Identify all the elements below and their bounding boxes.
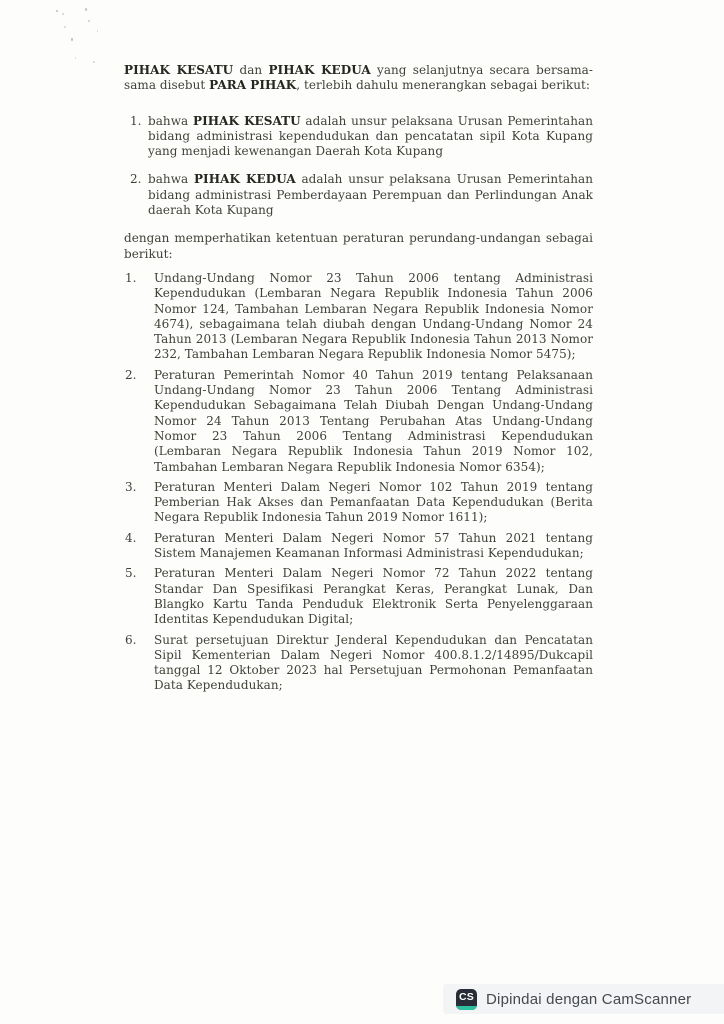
regulation-text: Surat persetujuan Direktur Jenderal Kependudukan dan Pencatatan Sipil Kementerian Dalam Negeri Nomor 400.8.1.2/14895/Dukcapil tanggal 12 Oktober 2023 hal Persetujuan Permohonan Pemanfaatan Data Kependudukan; [154,632,593,693]
regulation-text: Peraturan Menteri Dalam Negeri Nomor 102 Tahun 2019 tentang Pemberian Hak Akses dan Pemanfaatan Data Kependudukan (Berita Negara Republik Indonesia Tahun 2019 Nomor 1611); [154,479,593,525]
scan-artifact-dot [97,30,98,32]
scan-artifact-dot [75,57,76,59]
legal-basis-intro: dengan memperhatikan ketentuan peraturan perundang-undangan sebagai berikut: [124,231,593,261]
regulation-text: Peraturan Menteri Dalam Negeri Nomor 57 Tahun 2021 tentang Sistem Manajemen Keamanan Informasi Administrasi Kependudukan; [154,530,593,561]
list-number: 5. [125,566,137,581]
regulation-text: Peraturan Menteri Dalam Negeri Nomor 72 Tahun 2022 tentang Standar Dan Spesifikasi Perangkat Keras, Perangkat Lunak, Dan Blangko Kartu Tanda Penduduk Elektronik Serta Penyelenggaraan Identitas Kependudukan Digital; [154,566,593,627]
list-number: 2. [125,367,137,382]
regulation-item [124,480,593,526]
list-number: 1. [125,270,137,285]
scan-artifact-dot [85,8,87,11]
recital-item [124,172,593,218]
regulation-item [124,633,593,694]
regulation-text: Peraturan Pemerintah Nomor 40 Tahun 2019 tentang Pelaksanaan Undang-Undang Nomor 23 Tahun 2006 Tentang Administrasi Kependudukan Sebagaimana Telah Diubah Dengan Undang-Undang Nomor 24 Tahun 2013 Tentang Perubahan Atas Undang-Undang Nomor 23 Tahun 2006 Tentang Administrasi Kependudukan (Lembaran Negara Republik Indonesia Tahun 2019 Nomor 102, Tambahan Lembaran Negara Republik Indonesia Nomor 6354); [154,367,593,474]
camscanner-icon-letters: CS [459,991,474,1004]
camscanner-badge [443,984,724,1014]
regulation-item [124,271,593,363]
scan-artifact-dot [62,13,64,15]
scan-artifact-dot [56,10,58,12]
regulation-item [124,566,593,627]
regulation-text: Undang-Undang Nomor 23 Tahun 2006 tentang Administrasi Kependudukan (Lembaran Negara Republik Indonesia Tahun 2006 Nomor 124, Tambahan Lembaran Negara Republik Indonesia Nomor 4674), sebagaimana telah diubah dengan Undang-Undang Nomor 24 Tahun 2013 (Lembaran Negara Republik Indonesia Tahun 2013 Nomor 232, Tambahan Lembaran Negara Republik Indonesia Nomor 5475); [154,270,593,362]
regulation-item [124,368,593,475]
intro-paragraph: PIHAK KESATU dan PIHAK KEDUA yang selanjutnya secara bersama-sama disebut PARA PIHAK, terlebih dahulu menerangkan sebagai berikut: [124,63,593,93]
list-number: 2. [130,172,142,187]
camscanner-label: Dipindai dengan CamScanner [486,990,692,1008]
list-number: 6. [125,632,137,647]
recitals-list [124,114,593,219]
scan-artifact-dot [88,20,90,22]
recital-text: bahwa PIHAK KEDUA adalah unsur pelaksana Urusan Pemerintahan bidang administrasi Pemberdayaan Perempuan dan Perlindungan Anak daerah Kota Kupang [148,172,593,218]
list-number: 1. [130,113,142,128]
document-body [124,63,593,699]
recital-item [124,114,593,160]
list-number: 4. [125,530,137,545]
regulations-list [124,271,593,694]
regulation-item [124,531,593,562]
scan-artifact-dot [64,26,66,28]
recital-text: bahwa PIHAK KESATU adalah unsur pelaksana Urusan Pemerintahan bidang administrasi kependudukan dan pencatatan sipil Kota Kupang yang menjadi kewenangan Daerah Kota Kupang [148,113,593,159]
scan-artifact-dot [93,61,95,63]
camscanner-icon [456,989,477,1010]
scan-artifact-dot [71,38,73,41]
list-number: 3. [125,479,137,494]
